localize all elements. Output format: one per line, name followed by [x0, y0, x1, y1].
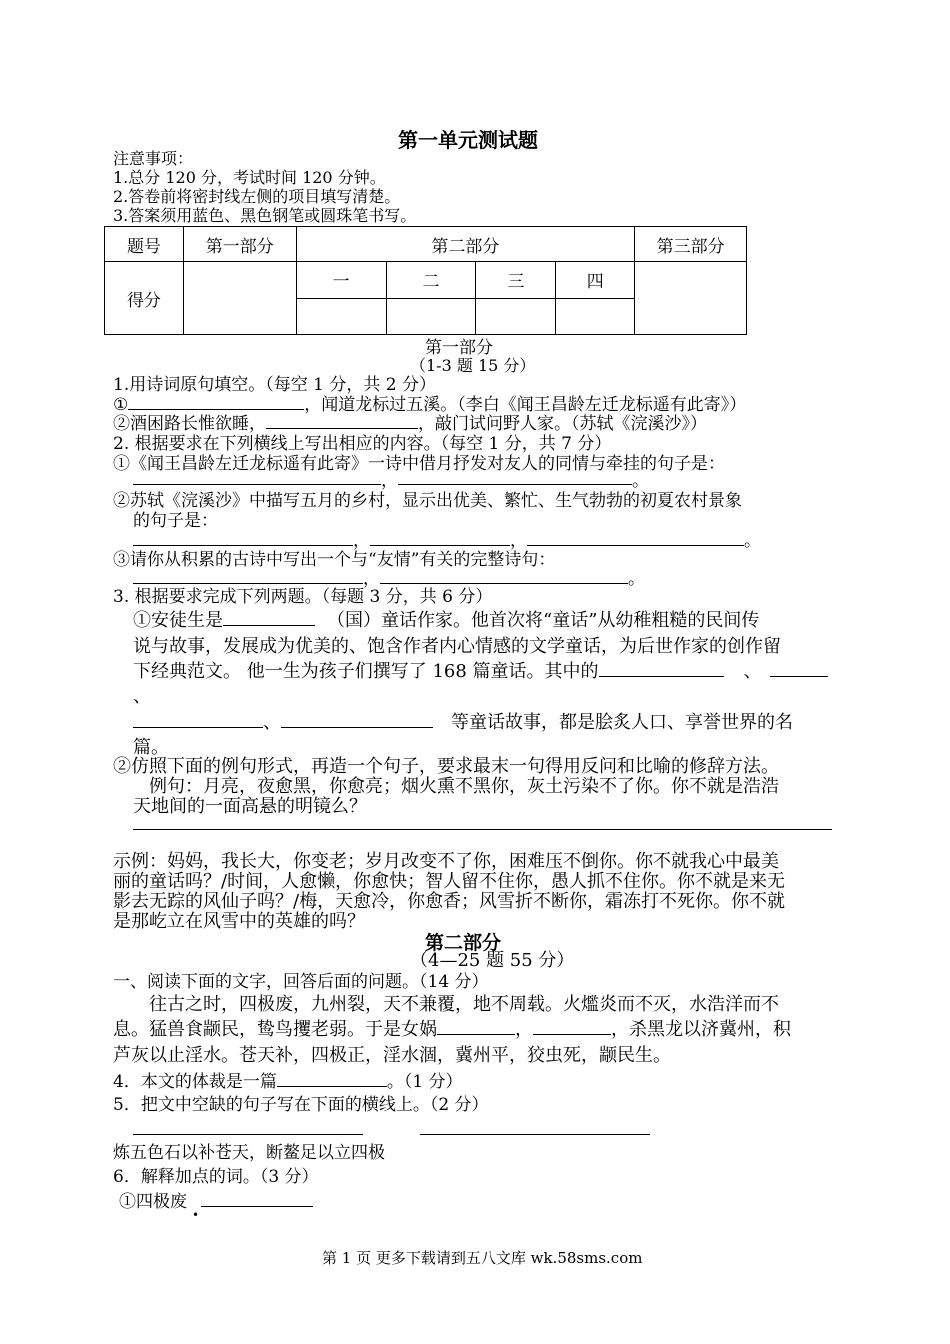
passage-blank-2[interactable] [533, 1019, 611, 1035]
q3a-sep: 、 [743, 661, 762, 682]
passage-line3: 芦灰以止淫水。苍天补，四极正，淫水涸，冀州平，狡虫死，颛民生。 [113, 1045, 671, 1066]
sub-header: 一 [296, 262, 386, 298]
q5-answer: 炼五色石以补苍天，断鳌足以立四极 [113, 1143, 385, 1163]
q6a-word: ①四极废 [119, 1192, 187, 1212]
row-score-label: 得分 [105, 262, 184, 335]
q2a-period: 。 [632, 471, 649, 491]
q2a-comma: ， [381, 471, 398, 491]
header-part3: 第三部分 [635, 227, 747, 262]
q6a-blank[interactable] [201, 1191, 313, 1207]
q3a-line3-start: 下经典范文。 他一生为孩子们撰写了 168 篇童话。其中的 [133, 661, 599, 682]
q2a-blank-1[interactable] [133, 484, 381, 485]
q2c-period: 。 [628, 569, 645, 589]
q2b-comma: ， [510, 531, 527, 551]
sub-header: 三 [476, 262, 556, 298]
q1b-blank[interactable] [266, 413, 418, 429]
q2b-blank-2[interactable] [370, 545, 510, 546]
header-part2: 第二部分 [296, 227, 634, 262]
passage-line1: 往古之时，四极废，九州裂，天不兼覆，地不周载。火爁炎而不灭，水浩洋而不 [149, 994, 779, 1015]
q2c-blank-2[interactable] [380, 583, 628, 584]
passage-line2-start: 息。猛兽食颛民，鸷鸟攫老弱。于是女娲 [113, 1019, 437, 1040]
q3a-line6: 篇。 [133, 737, 169, 758]
q2c-blank-1[interactable] [133, 583, 363, 584]
passage-line2-end: ，杀黑龙以济冀州，积 [611, 1019, 791, 1040]
q1b-text-start: ②酒困路长惟欲睡， [113, 414, 266, 434]
q5-blank-2[interactable] [420, 1134, 650, 1135]
q3a-line1 [133, 610, 759, 632]
q3b-example-line2: 天地间的一面高悬的明镜么？ [133, 796, 367, 817]
q5-blank-1[interactable] [133, 1134, 363, 1135]
score-cell[interactable] [476, 298, 556, 334]
score-cell[interactable] [296, 298, 386, 334]
q2b-line2: 的句子是： [133, 511, 218, 531]
q2c: ③请你从积累的古诗中写出一个与“友情”有关的完整诗句： [113, 550, 556, 570]
q1-stem: 1.用诗词原句填空。（每空 1 分，共 2 分） [113, 375, 436, 395]
q3b-example-line1: 例句：月亮，夜愈黑，你愈亮；烟火熏不黑你，灰土污染不了你。你不就是浩浩 [149, 776, 779, 797]
q4 [113, 1071, 463, 1093]
q3a-blank-story-4[interactable] [281, 712, 433, 728]
q2a: ①《闻王昌龄左迁龙标遥有此寄》一诗中借月抒发对友人的同情与牵挂的句子是： [113, 454, 725, 474]
part2-heading: 第二部分 [425, 932, 502, 954]
q3b-line1: ②仿照下面的例句形式，再造一个句子，要求最末一句得用反问和比喻的修辞方法。 [113, 756, 779, 777]
q2b-blank-1[interactable] [133, 545, 353, 546]
header-part1: 第一部分 [183, 227, 296, 262]
q2-stem: 2. 根据要求在下列横线上写出相应的内容。（每空 1 分，共 7 分） [113, 434, 612, 454]
q3a-blank-story-1[interactable] [599, 661, 724, 677]
sub-header: 四 [556, 262, 635, 298]
note-item: 1.总分 120 分，考试时间 120 分钟。 [113, 168, 386, 187]
q2a-blank-2[interactable] [398, 484, 632, 485]
q2c-comma: ， [363, 569, 380, 589]
sample-answer-line1: 示例：妈妈，我长大，你变老；岁月改变不了你，困难压不倒你。你不就我心中最美 [113, 851, 779, 872]
page-footer: 第 1 页 更多下载请到五八文库 wk.58sms.com [322, 1249, 643, 1267]
sample-answer-line3: 影去无踪的风仙子吗？/梅，天愈冷，你愈香；风雪折不断你，霜冻打不死你。你不就 [113, 891, 786, 912]
sample-answer-line2: 丽的童话吗？/时间，人愈懒，你愈快；智人留不住你，愚人抓不住你。你不就是来无 [113, 871, 786, 892]
q3a-sep: 、 [263, 712, 281, 733]
part1-range: （1-3 题 15 分） [410, 356, 536, 375]
q1a-blank[interactable] [128, 394, 304, 410]
q3a-line5 [133, 712, 793, 734]
q3b-answer-line[interactable] [133, 829, 832, 830]
score-cell[interactable] [556, 298, 635, 334]
passage-line2 [113, 1019, 791, 1041]
sub-header: 二 [386, 262, 476, 298]
q3a-line2: 说与故事，发展成为优美的、饱含作者内心情感的文学童话，为后世作家的创作留 [133, 636, 781, 657]
part2-range: （4—25 题 55 分） [410, 950, 575, 971]
part1-heading: 第一部分 [425, 338, 493, 358]
q1a-number: ① [113, 395, 129, 415]
notes-heading: 注意事项： [113, 149, 194, 168]
section1-stem: 一、阅读下面的文字，回答后面的问题。（14 分） [113, 972, 489, 992]
header-question-number: 题号 [105, 227, 184, 262]
q6a [119, 1191, 313, 1213]
page-title: 第一单元测试题 [398, 128, 538, 152]
q1a-text: ，闻道龙标过五溪。（李白《闻王昌龄左迁龙标遥有此寄》） [304, 395, 747, 415]
note-item: 2.答卷前将密封线左侧的项目填写清楚。 [113, 187, 401, 206]
score-cell[interactable] [386, 298, 476, 334]
q3a-line5-end: 等童话故事，都是脍炙人口、享誉世界的名 [451, 712, 793, 733]
q1b-text-end: ，敲门试问野人家。（苏轼《浣溪沙》） [418, 414, 707, 434]
q3a-line1-start: ①安徒生是 [133, 610, 223, 631]
score-cell-part1[interactable] [183, 262, 296, 335]
q4-score: 。（1 分） [386, 1072, 463, 1092]
q3a-line3 [133, 661, 828, 683]
q3a-line4: 、 [133, 686, 151, 707]
passage-sep: ， [515, 1019, 533, 1040]
sample-answer-line4: 是那屹立在风雪中的英雄的吗？ [113, 911, 365, 932]
q6-stem: 6．解释加点的词。（3 分） [113, 1167, 319, 1187]
q4-stem: 4．本文的体裁是一篇 [113, 1072, 277, 1092]
passage-blank-1[interactable] [437, 1019, 515, 1035]
note-item: 3.答案须用蓝色、黑色钢笔或圆珠笔书写。 [113, 206, 417, 225]
q3-stem: 3. 根据要求完成下列两题。（每题 3 分，共 6 分） [113, 587, 493, 607]
q2b-period: 。 [744, 531, 761, 551]
q4-blank[interactable] [277, 1071, 387, 1087]
q3a-blank-country[interactable] [223, 610, 315, 626]
q2b-blank-3[interactable] [527, 545, 744, 546]
q1b [113, 413, 707, 435]
q5-stem: 5．把文中空缺的句子写在下面的横线上。（2 分） [113, 1095, 489, 1115]
q2b-comma: ， [353, 531, 370, 551]
q3a-line1-end: （国）童话作家。他首次将“童话”从幼稚粗糙的民间传 [327, 610, 760, 631]
q3a-blank-story-3[interactable] [133, 712, 263, 728]
q2b-line1: ②苏轼《浣溪沙》中描写五月的乡村，显示出优美、繁忙、生气勃勃的初夏农村景象 [113, 491, 742, 511]
q3a-blank-story-2[interactable] [770, 661, 828, 677]
score-cell-part3[interactable] [635, 262, 747, 335]
emphasis-dot-icon: • [192, 1208, 200, 1222]
score-table [104, 226, 747, 335]
